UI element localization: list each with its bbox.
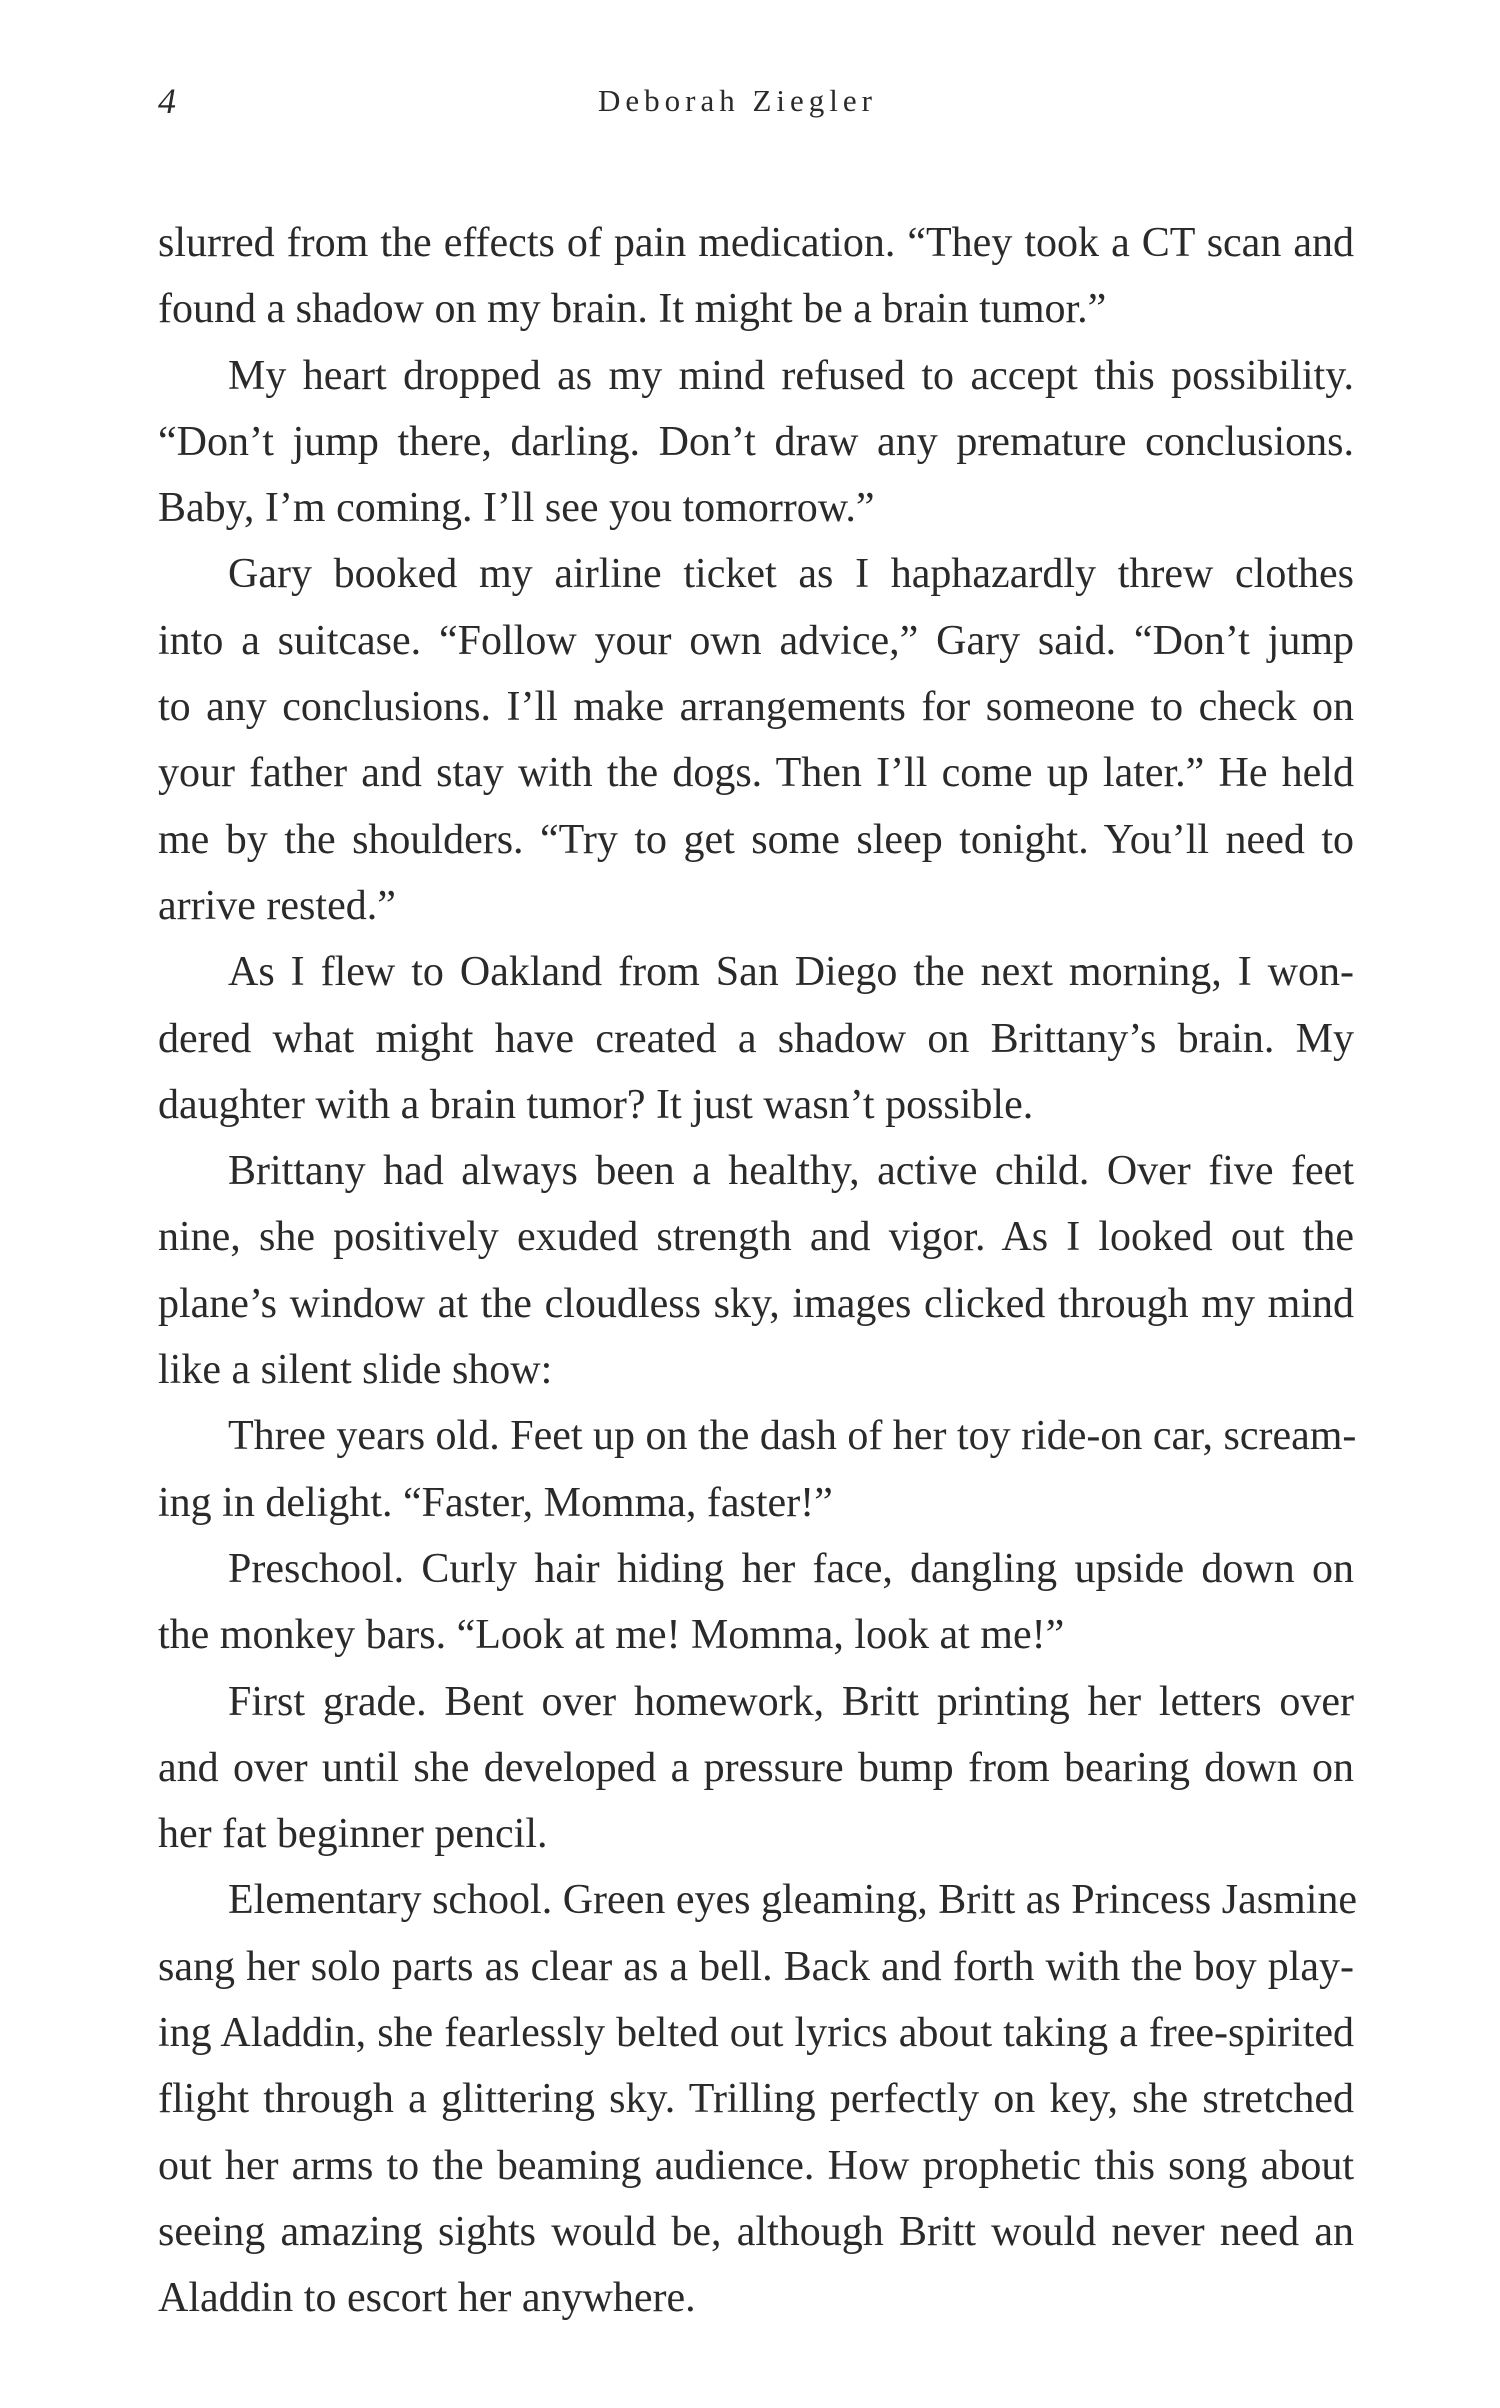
text-line: arrive rested.” [158, 882, 396, 929]
text-line: First grade. Bent over homework, Britt printing her letters over [228, 1678, 1354, 1725]
text-line: slurred from the effects of pain medication. “They took a CT scan and [158, 220, 1354, 266]
text-line: daughter with a brain tumor? It just wasn’t possible. [158, 1081, 1034, 1128]
running-title: Deborah Ziegler [598, 83, 877, 118]
text-line: me by the shoulders. “Try to get some sleep tonight. You’ll need to [158, 816, 1354, 863]
text-line: out her arms to the beaming audience. How prophetic this song about [158, 2142, 1354, 2189]
text-line: dered what might have created a shadow on Brittany’s brain. My [158, 1015, 1354, 1062]
text-line: her fat beginner pencil. [158, 1811, 548, 1858]
text-line: As I flew to Oakland from San Diego the next morning, I won- [228, 949, 1354, 996]
text-line: into a suitcase. “Follow your own advice,” Gary said. “Don’t jump [158, 617, 1354, 664]
text-line: Three years old. Feet up on the dash of her toy ride-on car, scream- [228, 1413, 1357, 1460]
text-line: the monkey bars. “Look at me! Momma, look at me!” [158, 1612, 1065, 1659]
text-line: seeing amazing sights would be, although Britt would never need an [158, 2208, 1354, 2255]
text-line: nine, she positively exuded strength and vigor. As I looked out the [158, 1214, 1354, 1261]
text-line: plane’s window at the cloudless sky, images clicked through my mind [158, 1280, 1354, 1327]
text-line: your father and stay with the dogs. Then I’ll come up later.” He held [158, 750, 1354, 797]
text-line: and over until she developed a pressure bump from bearing down on [158, 1744, 1354, 1791]
text-line: to any conclusions. I’ll make arrangements for someone to check on [158, 684, 1354, 731]
text-line: Aladdin to escort her anywhere. [158, 2275, 696, 2322]
text-line: ing Aladdin, she fearlessly belted out lyrics about taking a free-spirited [158, 2010, 1354, 2057]
text-line: Baby, I’m coming. I’ll see you tomorrow.” [158, 485, 875, 532]
body-text [158, 210, 1358, 2332]
text-line: ing in delight. “Faster, Momma, faster!” [158, 1479, 833, 1526]
text-line: Elementary school. Green eyes gleaming, Britt as Princess Jasmine [228, 1877, 1358, 1924]
text-line: “Don’t jump there, darling. Don’t draw any premature conclusions. [158, 418, 1354, 465]
text-line: Brittany had always been a healthy, active child. Over five feet [228, 1148, 1354, 1195]
text-line: like a silent slide show: [158, 1347, 553, 1394]
text-line: Preschool. Curly hair hiding her face, dangling upside down on [228, 1545, 1354, 1592]
running-head [158, 76, 1358, 126]
text-line: found a shadow on my brain. It might be a brain tumor.” [158, 286, 1107, 333]
text-line: sang her solo parts as clear as a bell. Back and forth with the boy play- [158, 1943, 1354, 1990]
text-line: flight through a glittering sky. Trilling perfectly on key, she stretched [158, 2076, 1354, 2123]
text-line: My heart dropped as my mind refused to accept this possibility. [228, 352, 1354, 399]
page-number: 4 [158, 81, 176, 121]
text-line: Gary booked my airline ticket as I haphazardly threw clothes [228, 551, 1354, 598]
